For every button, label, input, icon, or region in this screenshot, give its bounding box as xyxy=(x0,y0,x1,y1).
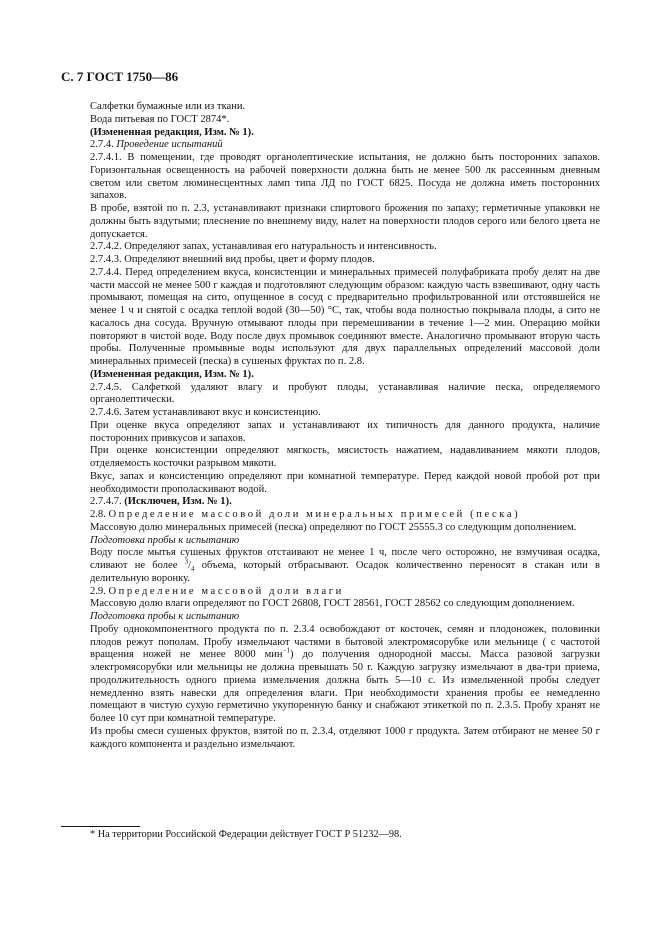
paragraph-text: ) до получения однородной массы. Масса разовой загрузки электромясорубки или мельницы не должна превышать 50 г. Каждую загрузку измельчают в два-три приема, продолжительность одного приема измельчения должна быть 5—10 с. Из измельченной пробы следует немедленно взять навески для определения влаги. При необходимости хранения пробы ее немедленно помещают в чистую сухую герметично укупоренную банку и снабжают этикеткой по п. 2.3.5. Пробу хранят не более 10 сут при комнатной температуре. xyxy=(90,649,600,724)
paragraph: Вкус, запах и консистенцию определяют при комнатной температуре. Перед каждой новой пробой рот при необходимости прополаскивают водой. xyxy=(90,470,600,495)
text-line: Вода питьевая по ГОСТ 2874*. xyxy=(90,113,230,125)
paragraph: В пробе, взятой по п. 2.3, устанавливают признаки спиртового брожения по запаху; герметичные упаковки не должны быть вздутыми; плеснение по внешнему виду, налет на поверхности плодов серого или белого цвета не допускается. xyxy=(90,203,600,240)
paragraph xyxy=(90,624,600,726)
section-number: 2.9. xyxy=(90,585,109,597)
paragraph: 2.7.4.4. Перед определением вкуса, консистенции и минеральных примесей полуфабриката пробу делят на две части массой не менее 500 г каждая и подготовляют следующим образом: каждую часть взвешивают, одну часть промывают, помещая на сито, опущенное в сосуд с предварительно профильтрованной или отстоявшейся не менее 1 ч и снятой с осадка теплой водой (30—50) °С, так, чтобы вода полностью покрывала плоды, а сито не касалось дна сосуда. Вручную отмывают плоды при перемешивании в течение 1—2 мин. Операцию мойки повторяют в чистой воде. Воду после двух промывок соединяют вместе. Аналогично промывают вторую часть пробы. Полученные промывные воды используют для двух параллельных определений массовой доли минеральных примесей (песка) в сушеных фруктах по п. 2.8. xyxy=(90,266,600,367)
section-heading xyxy=(90,496,600,509)
section-number: 2.8. xyxy=(90,509,109,520)
paragraph: 2.7.4.2. Определяют запах, устанавливая его натуральность и интенсивность. xyxy=(90,241,437,253)
fraction-denominator: 4 xyxy=(191,565,195,574)
fraction-slash: / xyxy=(188,560,192,571)
footnote-divider xyxy=(61,826,140,827)
section-number: 2.7.4.7. xyxy=(90,496,125,508)
amendment-note: (Измененная редакция, Изм. № 1). xyxy=(90,368,254,380)
section-heading xyxy=(90,509,600,522)
fraction-numerator: 3 xyxy=(184,557,189,566)
section-heading xyxy=(90,139,600,152)
text-line: Салфетки бумажные или из ткани. xyxy=(90,101,246,112)
paragraph-text: объема, который отбрасывают. Осадок количественно переносят в стакан или в делительную воронку. xyxy=(90,560,600,584)
section-heading xyxy=(90,586,600,599)
superscript: −1 xyxy=(282,646,290,655)
paragraph-text: Пробу однокомпонентного продукта по п. 2.3.4 освобождают от косточек, семян и плодоножек, половинки плодов режут пополам. Пробу измельчают частями в бытовой электромясорубке или мельнице ( с частотой вращения ножей не менее 8000 мин xyxy=(90,623,600,661)
paragraph-text: Воду после мытья сушеных фруктов отстаивают не менее 1 ч, после чего осторожно, не взмучивая осадка, сливают не более xyxy=(90,547,600,571)
paragraph: 2.7.4.1. В помещении, где проводят органолептические испытания, не должно быть посторонних запахов. Горизонтальная освещенность на рабочей поверхности должна быть не менее 500 лк рассеянным дневным светом или светом люминесцентных ламп типа ЛД по ГОСТ 6825. Посуда не должна иметь посторонних запахов. xyxy=(90,152,600,202)
footnote: * На территории Российской Федерации действует ГОСТ Р 51232—98. xyxy=(90,829,402,840)
document-body xyxy=(90,101,600,751)
paragraph: Массовую долю минеральных примесей (песка) определяют по ГОСТ 25555.3 со следующим дополнением. xyxy=(90,521,577,533)
paragraph: При оценке консистенции определяют мягкость, мясистость нажатием, надавливанием мякоти плодов, отделяемость косточки разрывом мякоти. xyxy=(90,445,600,469)
excluded-note: (Исключен, Изм. № 1). xyxy=(124,496,232,508)
paragraph xyxy=(90,547,600,585)
paragraph: Из пробы смеси сушеных фруктов, взятой по п. 2.3.4, отделяют 1000 г продукта. Затем отбирают не менее 50 г каждого компонента и раздельно измельчают. xyxy=(90,725,600,750)
page-header: С. 7 ГОСТ 1750—86 xyxy=(61,69,179,84)
section-number: 2.7.4. xyxy=(90,139,117,151)
subheading: Подготовка пробы к испытанию xyxy=(90,534,240,546)
section-title: Проведение испытаний xyxy=(116,139,223,151)
subheading: Подготовка пробы к испытанию xyxy=(90,611,240,622)
amendment-note: (Измененная редакция, Изм. № 1). xyxy=(90,126,254,138)
section-title: Определение массовой доли минеральных примесей (песка) xyxy=(108,509,521,520)
section-title: Определение массовой доли влаги xyxy=(108,585,344,597)
paragraph: Массовую долю влаги определяют по ГОСТ 26808, ГОСТ 28561, ГОСТ 28562 со следующим дополнением. xyxy=(90,598,575,610)
paragraph: 2.7.4.5. Салфеткой удаляют влагу и пробуют плоды, устанавливая наличие песка, определяемого органолептически. xyxy=(90,381,600,406)
paragraph: 2.7.4.6. Затем устанавливают вкус и консистенцию. xyxy=(90,407,321,418)
paragraph: При оценке вкуса определяют запах и устанавливают их типичность для данного продукта, наличие посторонних привкусов и запахов. xyxy=(90,419,600,444)
paragraph: 2.7.4.3. Определяют внешний вид пробы, цвет и форму плодов. xyxy=(90,254,375,265)
